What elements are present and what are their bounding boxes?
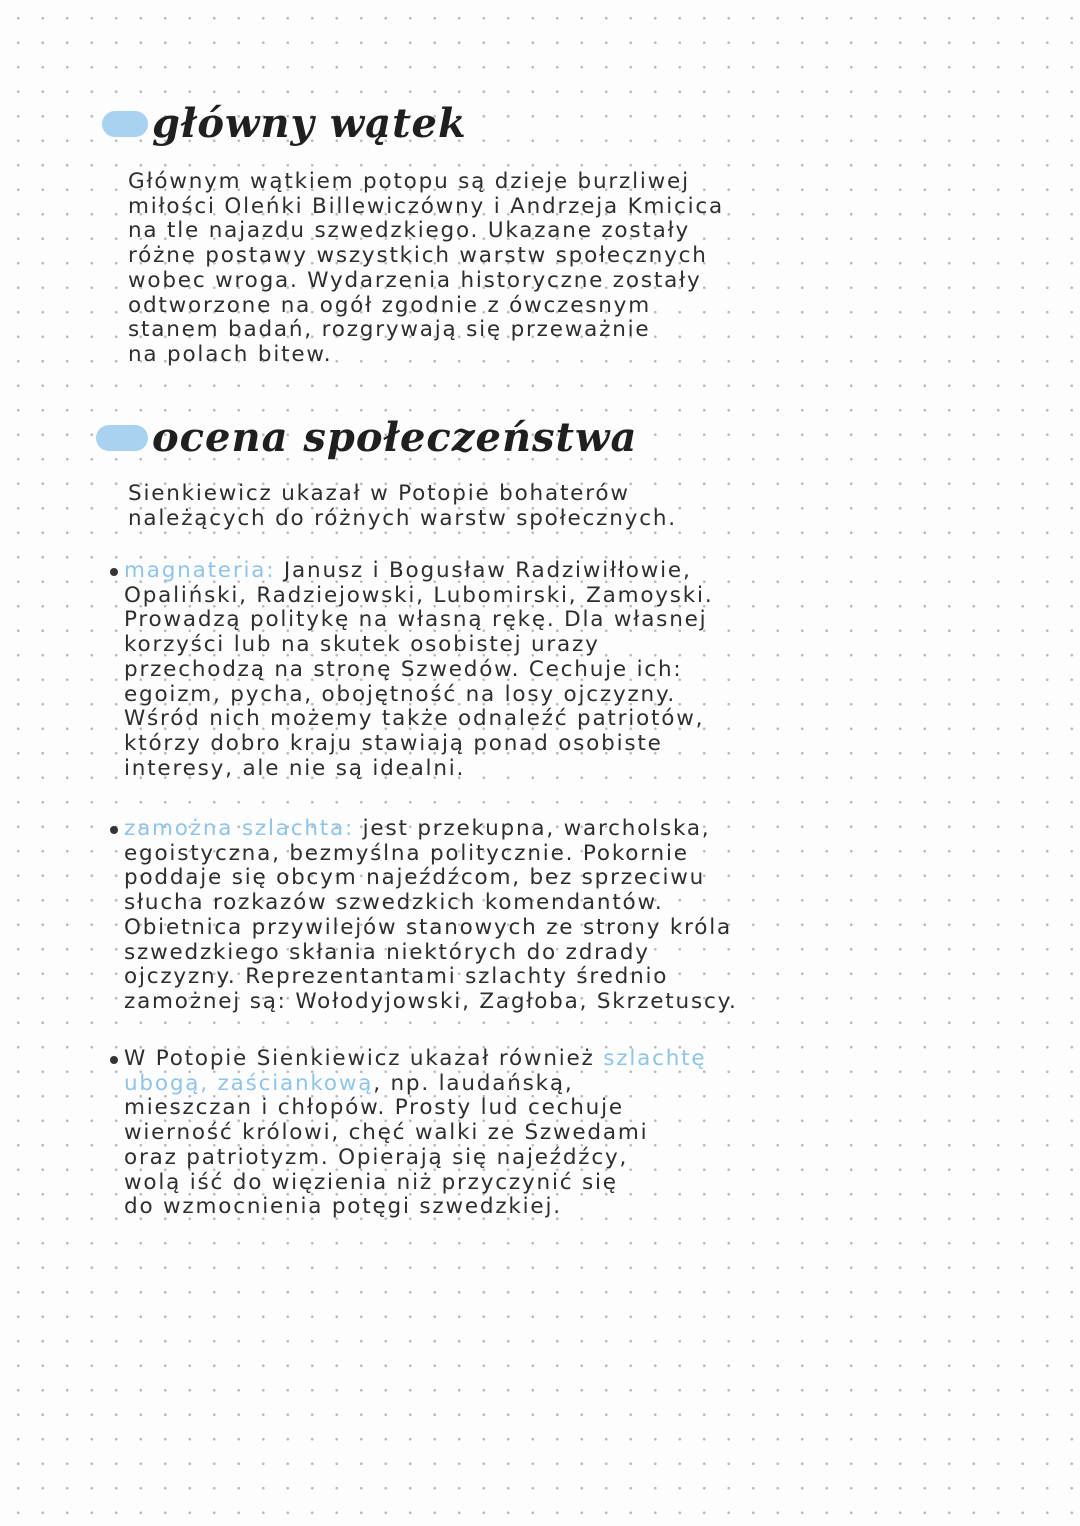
text-line: ojczyzny. Reprezentantami szlachty średnio	[124, 964, 669, 990]
text-line: Sienkiewicz ukazał w Potopie bohaterów	[128, 481, 630, 506]
highlighted-term: magnateria:	[124, 558, 276, 583]
text-line: egoistyczna, bezmyślna politycznie. Pokornie	[124, 840, 689, 866]
bullet-wealthy-nobility	[110, 816, 738, 1015]
text-line: którzy dobro kraju stawiają ponad osobiste	[124, 730, 663, 756]
society-intro-paragraph	[128, 482, 677, 531]
section-heading-main-plot	[102, 100, 467, 147]
text-line: wierność królowi, chęć walki ze Szwedami	[124, 1120, 649, 1146]
text-line: interesy, ale nie są idealni.	[124, 755, 466, 781]
text-line: Opaliński, Radziejowski, Lubomirski, Zamoyski.	[124, 582, 714, 608]
text-line: ubogą, zaściankową, np. laudańską,	[124, 1070, 574, 1096]
heading-text: główny wątek	[152, 100, 467, 147]
text-line: Wśród nich możemy także odnaleźć patriotów,	[124, 706, 705, 732]
text-line: odtworzone na ogół zgodnie z ówczesnym	[128, 292, 651, 318]
text-line: słucha rozkazów szwedzkich komendantów.	[124, 890, 664, 916]
bullet-poor-nobility	[110, 1046, 707, 1220]
text-line: różne postawy wszystkich warstw społecznych	[128, 243, 708, 269]
text-line: na tle najazdu szwedzkiego. Ukazane zostały	[128, 218, 691, 244]
text-line: przechodzą na stronę Szwedów. Cechuje ich:	[124, 656, 683, 682]
text-line: mieszczan i chłopów. Prosty lud cechuje	[124, 1095, 624, 1121]
text-line: W Potopie Sienkiewicz ukazał również szlachtę	[124, 1046, 707, 1071]
highlighter-mark	[96, 425, 148, 451]
highlighted-term: ubogą, zaściankową	[124, 1070, 374, 1096]
text-line: stanem badań, rozgrywają się przeważnie	[128, 317, 651, 343]
highlighted-term: szlachtę	[603, 1046, 707, 1071]
text-line: korzyści lub na skutek osobistej urazy	[124, 632, 600, 658]
bullet-icon	[110, 1056, 118, 1064]
section-heading-society	[96, 414, 637, 461]
text-line: zamożnej są: Wołodyjowski, Zagłoba, Skrzetuscy.	[124, 988, 738, 1014]
bullet-text	[124, 1047, 706, 1220]
text-line: Prowadzą politykę na własną rękę. Dla własnej	[124, 607, 708, 633]
main-plot-paragraph	[128, 170, 724, 368]
text-line: zamożna szlachta: jest przekupna, warcholska,	[124, 816, 711, 841]
bullet-magnateria	[110, 558, 714, 781]
text-line: oraz patriotyzm. Opierają się najeźdźcy,	[124, 1144, 629, 1170]
bullet-icon	[110, 826, 118, 834]
text-line: wolą iść do więzienia niż przyczynić się	[124, 1169, 618, 1195]
bullet-text	[124, 817, 738, 1015]
highlighted-term: zamożna szlachta:	[124, 816, 355, 841]
text-line: magnateria: Janusz i Bogusław Radziwiłłowie,	[124, 558, 692, 583]
bullet-icon	[110, 568, 118, 576]
text-line: egoizm, pycha, obojętność na losy ojczyzny.	[124, 681, 677, 707]
text-line: miłości Oleńki Billewiczówny i Andrzeja Kmicica	[128, 193, 725, 219]
highlighter-mark	[102, 111, 148, 137]
text-line: do wzmocnienia potęgi szwedzkiej.	[124, 1194, 562, 1220]
bullet-text	[124, 559, 713, 781]
text-line: Głównym wątkiem potopu są dzieje burzliwej	[128, 169, 690, 194]
text-line: Obietnica przywilejów stanowych ze strony króla	[124, 914, 733, 940]
text-line: należących do różnych warstw społecznych.	[128, 505, 677, 531]
text-line: szwedzkiego skłania niektórych do zdrady	[124, 939, 650, 965]
text-line: wobec wroga. Wydarzenia historyczne zostały	[128, 267, 702, 293]
text-line: poddaje się obcym najeźdźcom, bez sprzeciwu	[124, 865, 706, 891]
text-line: na polach bitew.	[128, 341, 333, 367]
heading-text: ocena społeczeństwa	[152, 414, 638, 461]
